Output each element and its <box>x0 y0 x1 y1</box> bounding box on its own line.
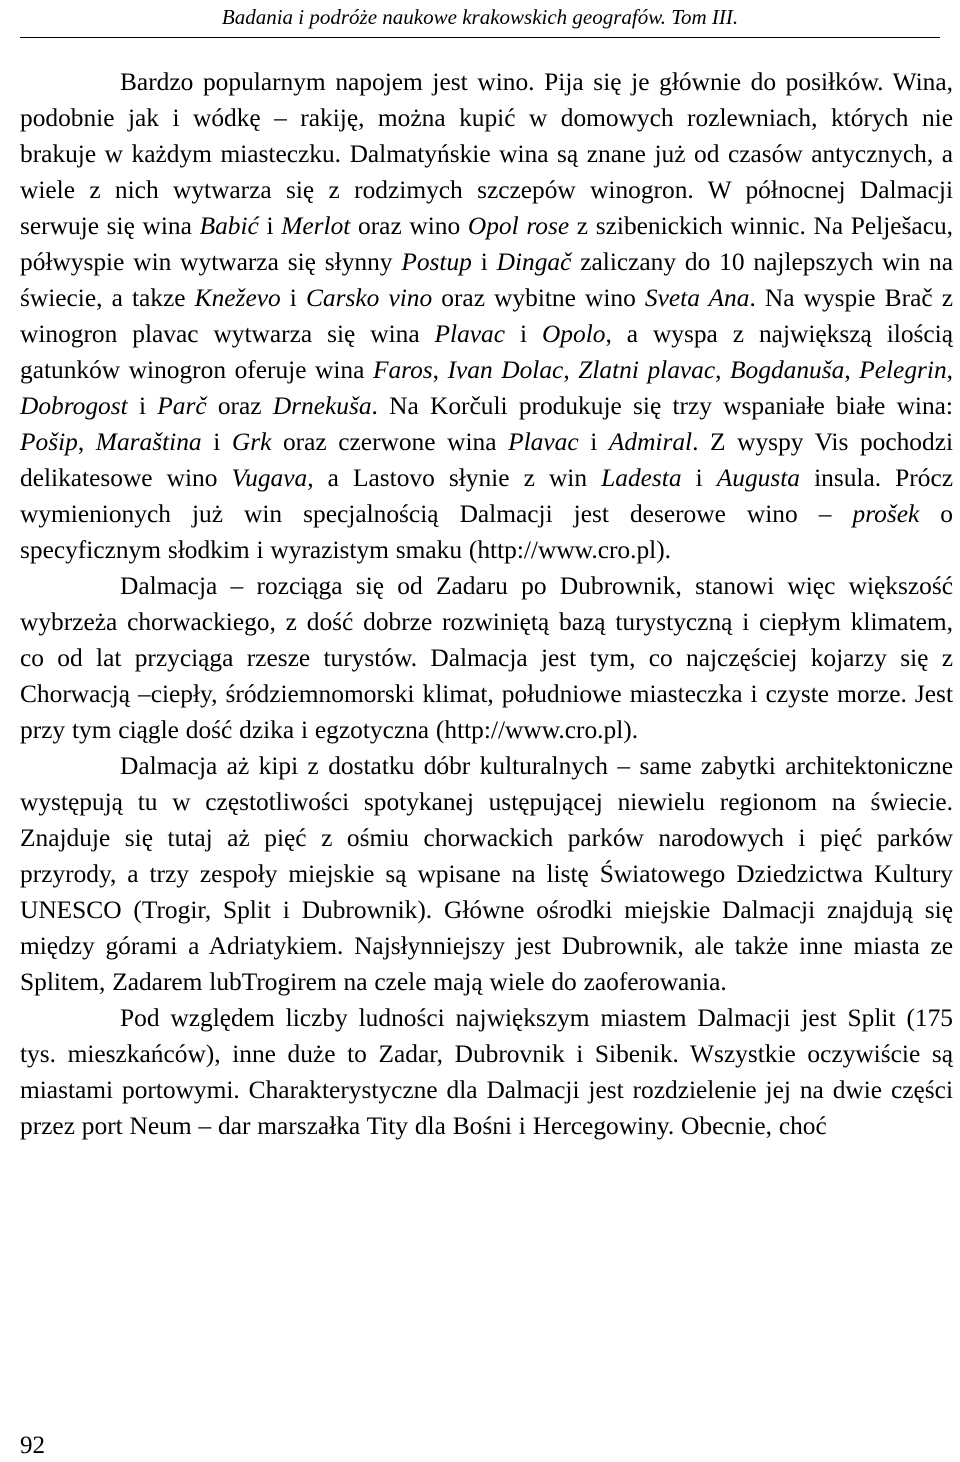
italic-term: Kneževo <box>194 284 281 312</box>
italic-term: Opol rose <box>467 212 570 240</box>
text-run: oraz wybitne wino <box>432 284 645 312</box>
text-run: , <box>844 356 860 384</box>
text-run: i <box>505 320 542 348</box>
text-run: . Z wyspy Vis pochodzi delikatesowe wino <box>20 428 954 492</box>
text-run: Pod względem liczby ludności największym miastem Dalmacji jest Split (175 tys. mieszkańców), inne duże to Zadar, Dubrovnik i Sibenik. Wszystkie oczywiście są miastami portowymi. Charakterystyczne dla Dalmacji jest rozdzielenie jej na dwie części przez port Neum – dar marszałka Tity dla Bośni i Hercegowiny. Obecnie, choć <box>20 1004 953 1140</box>
text-run: , <box>946 356 954 384</box>
paragraph-dalmatia-overview <box>20 568 953 748</box>
italic-term: prošek <box>852 500 920 528</box>
text-run: Dalmacja aż kipi z dostatku dóbr kulturalnych – same zabytki architektoniczne występują tu w częstotliwości spotykanej ustępującej niewielu regionom na świecie. Znajduje się tutaj aż pięć z ośmiu chorwackich parków narodowych i pięć parków przyrody, a trzy zespoły miejskie są wpisane na listę Światowego Dziedzictwa Kultury UNESCO (Trogir, Split i Dubrownik). Główne ośrodki miejskie Dalmacji znajdują się między górami a Adriatykiem. Najsłynniejszy jest Dubrownik, ale także inne miasta ze Splitem, Zadarem lubTrogirem na czele mają wiele do zaoferowania. <box>20 752 953 996</box>
text-run: , <box>715 356 731 384</box>
italic-term: Babić <box>199 212 259 240</box>
text-run: oraz wino <box>350 212 468 240</box>
italic-term: Ivan Dolac <box>447 356 564 384</box>
italic-term: Dingač <box>496 248 572 276</box>
italic-term: Vugava <box>231 464 308 492</box>
text-run: Dalmacja – rozciąga się od Zadaru po Dubrownik, stanowi więc większość wybrzeża chorwackiego, z dość dobrze rozwiniętą bazą turystyczną i ciepłym klimatem, co od lat przyciąga rzesze turystów. Dalmacja jest tym, co najczęściej kojarzy się z Chorwacją –ciepły, śródziemnomorski klimat, południowe miasteczka i czyste morze. Jest przy tym ciągle dość dzika i egzotyczna (http://www.cro.pl). <box>20 572 953 744</box>
text-run: , <box>563 356 579 384</box>
text-run: i <box>471 248 497 276</box>
paragraph-culture <box>20 748 953 1000</box>
paragraph-population <box>20 1000 953 1144</box>
text-run: . Na wyspie Brač z winogron plavac wytwarza się wina <box>20 284 953 348</box>
italic-term: Pelegrin <box>859 356 947 384</box>
running-header <box>0 0 960 52</box>
text-run: , <box>432 356 448 384</box>
italic-term: Postup <box>401 248 472 276</box>
italic-term: Carsko vino <box>305 284 433 312</box>
italic-term: Parč <box>157 392 207 420</box>
italic-term: Maraština <box>95 428 202 456</box>
running-header-title: Badania i podróże naukowe krakowskich geografów. Tom III. <box>221 5 739 29</box>
italic-term: Drnekuša <box>272 392 372 420</box>
text-run: Bardzo popularnym napojem jest wino. Pija się je głównie do posiłków. Wina, podobnie jak i wódkę – rakiję, można kupić w domowych rozlewniach, których nie brakuje w każdym miasteczku. Dalmatyńskie wina są znane już od czasów antycznych, a wiele z nich wytwarza się z rodzimych szczepów winogron. W północnej Dalmacji serwuje się wina <box>20 68 953 240</box>
text-run: zaliczany do 10 najlepszych win na świecie, a takze <box>20 248 954 312</box>
text-run: o specyficznym słodkim i wyrazistym smaku (http://www.cro.pl). <box>20 500 953 564</box>
text-run: , a Lastovo słynie z win <box>307 464 602 492</box>
page-body <box>20 64 953 1144</box>
text-run: oraz czerwone wina <box>271 428 509 456</box>
text-run: i <box>681 464 717 492</box>
text-run: i <box>578 428 609 456</box>
italic-term: Merlot <box>281 212 351 240</box>
text-run: i <box>201 428 232 456</box>
paragraph-wines <box>20 64 953 568</box>
italic-term: Pošip <box>20 428 78 456</box>
italic-term: Sveta Ana <box>644 284 750 312</box>
text-run: i <box>127 392 158 420</box>
italic-term: Zlatni plavac <box>578 356 716 384</box>
text-run: insula. Prócz wymienionych już win specjalnością Dalmacji jest deserowe wino – <box>20 464 953 528</box>
italic-term: Opolo <box>541 320 606 348</box>
page-number: 92 <box>20 1432 45 1459</box>
text-run: . Na Korčuli produkuje się trzy wspaniałe białe wina: <box>371 392 953 420</box>
italic-term: Plavac <box>434 320 506 348</box>
italic-term: Admiral <box>608 428 693 456</box>
text-run: z szibenickich winnic. Na Pelješacu, półwyspie win wytwarza się słynny <box>20 212 954 276</box>
text-run: , a wyspa z największą ilością gatunków winogron oferuje wina <box>20 320 953 384</box>
text-run: i <box>280 284 306 312</box>
italic-term: Ladesta <box>601 464 682 492</box>
italic-term: Bogdanuša <box>730 356 845 384</box>
italic-term: Faros <box>372 356 433 384</box>
italic-term: Grk <box>231 428 272 456</box>
italic-term: Augusta <box>716 464 801 492</box>
text-run: oraz <box>206 392 273 420</box>
header-divider <box>20 37 940 38</box>
text-run: i <box>258 212 282 240</box>
italic-term: Dobrogost <box>20 392 128 420</box>
italic-term: Plavac <box>508 428 579 456</box>
text-run: , <box>77 428 96 456</box>
